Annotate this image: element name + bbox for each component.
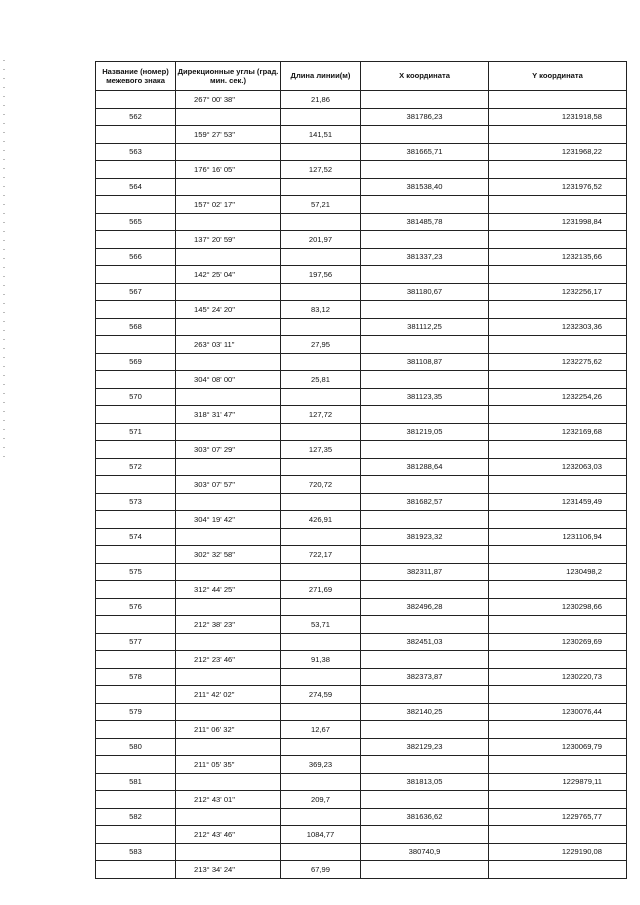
point-angle-cell <box>176 178 281 196</box>
segment-angle: 157° 02' 17" <box>176 196 281 214</box>
table-row-segment <box>96 196 627 214</box>
point-x: 381682,57 <box>361 493 489 511</box>
segment-y-cell <box>489 686 627 704</box>
point-angle-cell <box>176 528 281 546</box>
point-length-cell <box>281 808 361 826</box>
point-y: 1232169,68 <box>489 423 627 441</box>
segment-name-cell <box>96 686 176 704</box>
table-row-segment <box>96 686 627 704</box>
point-length-cell <box>281 143 361 161</box>
table-row-segment <box>96 511 627 529</box>
segment-name-cell <box>96 791 176 809</box>
table-row-point <box>96 353 627 371</box>
table-row-point <box>96 668 627 686</box>
segment-y-cell <box>489 266 627 284</box>
segment-y-cell <box>489 581 627 599</box>
point-y: 1230069,79 <box>489 738 627 756</box>
segment-x-cell <box>361 861 489 879</box>
point-y: 1231998,84 <box>489 213 627 231</box>
segment-y-cell <box>489 441 627 459</box>
segment-y-cell <box>489 616 627 634</box>
point-name: 572 <box>96 458 176 476</box>
table-row-segment <box>96 616 627 634</box>
segment-y-cell <box>489 721 627 739</box>
segment-name-cell <box>96 301 176 319</box>
point-angle-cell <box>176 283 281 301</box>
point-angle-cell <box>176 773 281 791</box>
segment-y-cell <box>489 126 627 144</box>
point-x: 381538,40 <box>361 178 489 196</box>
point-y: 1232063,03 <box>489 458 627 476</box>
segment-y-cell <box>489 371 627 389</box>
point-length-cell <box>281 493 361 511</box>
segment-x-cell <box>361 756 489 774</box>
point-y: 1231976,52 <box>489 178 627 196</box>
segment-angle: 303° 07' 57" <box>176 476 281 494</box>
segment-name-cell <box>96 336 176 354</box>
point-angle-cell <box>176 248 281 266</box>
segment-length: 369,23 <box>281 756 361 774</box>
segment-angle: 303° 07' 29" <box>176 441 281 459</box>
point-y: 1230498,2 <box>489 563 627 581</box>
table-row-point <box>96 283 627 301</box>
segment-y-cell <box>489 756 627 774</box>
point-angle-cell <box>176 318 281 336</box>
segment-length: 83,12 <box>281 301 361 319</box>
table-row-segment <box>96 231 627 249</box>
segment-y-cell <box>489 826 627 844</box>
point-angle-cell <box>176 213 281 231</box>
segment-angle: 159° 27' 53" <box>176 126 281 144</box>
segment-name-cell <box>96 756 176 774</box>
segment-angle: 213° 34' 24" <box>176 861 281 879</box>
table-row-segment <box>96 861 627 879</box>
segment-x-cell <box>361 406 489 424</box>
segment-angle: 145° 24' 20" <box>176 301 281 319</box>
point-x: 381665,71 <box>361 143 489 161</box>
point-name: 563 <box>96 143 176 161</box>
segment-length: 67,99 <box>281 861 361 879</box>
segment-x-cell <box>361 721 489 739</box>
table-row-point <box>96 738 627 756</box>
point-y: 1229765,77 <box>489 808 627 826</box>
point-angle-cell <box>176 108 281 126</box>
segment-x-cell <box>361 686 489 704</box>
segment-length: 271,69 <box>281 581 361 599</box>
point-length-cell <box>281 213 361 231</box>
segment-name-cell <box>96 371 176 389</box>
segment-x-cell <box>361 826 489 844</box>
point-y: 1230220,73 <box>489 668 627 686</box>
point-x: 381813,05 <box>361 773 489 791</box>
header-y: Y координата <box>489 62 627 91</box>
point-length-cell <box>281 353 361 371</box>
segment-x-cell <box>361 651 489 669</box>
point-y: 1232254,26 <box>489 388 627 406</box>
header-x: X координата <box>361 62 489 91</box>
segment-y-cell <box>489 476 627 494</box>
segment-y-cell <box>489 651 627 669</box>
point-angle-cell <box>176 668 281 686</box>
point-name: 579 <box>96 703 176 721</box>
point-name: 578 <box>96 668 176 686</box>
point-angle-cell <box>176 563 281 581</box>
point-name: 574 <box>96 528 176 546</box>
segment-angle: 212° 38' 23" <box>176 616 281 634</box>
table-row-point <box>96 248 627 266</box>
segment-length: 127,52 <box>281 161 361 179</box>
table-row-point <box>96 528 627 546</box>
point-y: 1232135,66 <box>489 248 627 266</box>
point-name: 565 <box>96 213 176 231</box>
segment-length: 722,17 <box>281 546 361 564</box>
segment-name-cell <box>96 826 176 844</box>
point-name: 576 <box>96 598 176 616</box>
point-angle-cell <box>176 353 281 371</box>
segment-x-cell <box>361 336 489 354</box>
point-angle-cell <box>176 598 281 616</box>
point-y: 1232275,62 <box>489 353 627 371</box>
segment-name-cell <box>96 546 176 564</box>
point-length-cell <box>281 843 361 861</box>
point-name: 564 <box>96 178 176 196</box>
segment-angle: 142° 25' 04" <box>176 266 281 284</box>
segment-x-cell <box>361 441 489 459</box>
segment-name-cell <box>96 721 176 739</box>
segment-length: 197,56 <box>281 266 361 284</box>
segment-angle: 212° 43' 46" <box>176 826 281 844</box>
header-name: Название (номер) межевого знака <box>96 62 176 91</box>
point-angle-cell <box>176 493 281 511</box>
segment-name-cell <box>96 406 176 424</box>
point-x: 381288,64 <box>361 458 489 476</box>
segment-x-cell <box>361 196 489 214</box>
point-length-cell <box>281 318 361 336</box>
point-length-cell <box>281 108 361 126</box>
segment-angle: 263° 03' 11" <box>176 336 281 354</box>
point-name: 566 <box>96 248 176 266</box>
point-length-cell <box>281 458 361 476</box>
segment-length: 91,38 <box>281 651 361 669</box>
segment-length: 127,72 <box>281 406 361 424</box>
segment-y-cell <box>489 301 627 319</box>
table-row-point <box>96 143 627 161</box>
point-name: 571 <box>96 423 176 441</box>
point-angle-cell <box>176 633 281 651</box>
point-angle-cell <box>176 423 281 441</box>
segment-name-cell <box>96 161 176 179</box>
segment-length: 141,51 <box>281 126 361 144</box>
segment-name-cell <box>96 126 176 144</box>
point-length-cell <box>281 563 361 581</box>
segment-length: 274,59 <box>281 686 361 704</box>
segment-name-cell <box>96 581 176 599</box>
point-length-cell <box>281 388 361 406</box>
point-length-cell <box>281 178 361 196</box>
segment-y-cell <box>489 196 627 214</box>
point-x: 381180,67 <box>361 283 489 301</box>
table-row-segment <box>96 826 627 844</box>
segment-x-cell <box>361 301 489 319</box>
point-name: 562 <box>96 108 176 126</box>
segment-name-cell <box>96 441 176 459</box>
point-name: 583 <box>96 843 176 861</box>
segment-length: 720,72 <box>281 476 361 494</box>
segment-name-cell <box>96 196 176 214</box>
point-name: 577 <box>96 633 176 651</box>
point-angle-cell <box>176 808 281 826</box>
segment-name-cell <box>96 91 176 109</box>
table-row-segment <box>96 756 627 774</box>
segment-length: 209,7 <box>281 791 361 809</box>
point-y: 1230076,44 <box>489 703 627 721</box>
segment-angle: 212° 43' 01" <box>176 791 281 809</box>
segment-angle: 137° 20' 59" <box>176 231 281 249</box>
point-length-cell <box>281 773 361 791</box>
point-y: 1230298,66 <box>489 598 627 616</box>
point-x: 381123,35 <box>361 388 489 406</box>
segment-y-cell <box>489 791 627 809</box>
point-angle-cell <box>176 458 281 476</box>
point-y: 1232256,17 <box>489 283 627 301</box>
table-row-point <box>96 703 627 721</box>
segment-angle: 211° 06' 32" <box>176 721 281 739</box>
point-x: 381112,25 <box>361 318 489 336</box>
point-y: 1231918,58 <box>489 108 627 126</box>
segment-x-cell <box>361 546 489 564</box>
segment-angle: 318° 31' 47" <box>176 406 281 424</box>
point-length-cell <box>281 738 361 756</box>
segment-angle: 302° 32' 58" <box>176 546 281 564</box>
segment-length: 27,95 <box>281 336 361 354</box>
point-y: 1229190,08 <box>489 843 627 861</box>
point-x: 382129,23 <box>361 738 489 756</box>
point-name: 568 <box>96 318 176 336</box>
segment-y-cell <box>489 861 627 879</box>
point-name: 573 <box>96 493 176 511</box>
segment-x-cell <box>361 616 489 634</box>
table-row-point <box>96 388 627 406</box>
segment-length: 12,67 <box>281 721 361 739</box>
segment-name-cell <box>96 231 176 249</box>
point-x: 381219,05 <box>361 423 489 441</box>
segment-angle: 312° 44' 25" <box>176 581 281 599</box>
table-row-point <box>96 843 627 861</box>
table-row-segment <box>96 266 627 284</box>
header-angles: Дирекционные углы (град. мин. сек.) <box>176 62 281 91</box>
header-length: Длина линии(м) <box>281 62 361 91</box>
table-row-segment <box>96 301 627 319</box>
table-row-point <box>96 563 627 581</box>
segment-angle: 304° 08' 00" <box>176 371 281 389</box>
segment-x-cell <box>361 91 489 109</box>
point-x: 381636,62 <box>361 808 489 826</box>
point-x: 381108,87 <box>361 353 489 371</box>
point-x: 380740,9 <box>361 843 489 861</box>
segment-length: 1084,77 <box>281 826 361 844</box>
point-x: 381923,32 <box>361 528 489 546</box>
segment-y-cell <box>489 511 627 529</box>
segment-length: 53,71 <box>281 616 361 634</box>
point-name: 567 <box>96 283 176 301</box>
point-length-cell <box>281 528 361 546</box>
point-x: 382451,03 <box>361 633 489 651</box>
segment-angle: 212° 23' 46" <box>176 651 281 669</box>
segment-y-cell <box>489 406 627 424</box>
segment-angle: 211° 42' 02" <box>176 686 281 704</box>
table-row-point <box>96 598 627 616</box>
table-row-point <box>96 808 627 826</box>
segment-name-cell <box>96 861 176 879</box>
segment-length: 25,81 <box>281 371 361 389</box>
point-length-cell <box>281 423 361 441</box>
table-body <box>96 91 627 879</box>
table-row-segment <box>96 791 627 809</box>
point-x: 382140,25 <box>361 703 489 721</box>
segment-length: 201,97 <box>281 231 361 249</box>
segment-x-cell <box>361 511 489 529</box>
segment-y-cell <box>489 546 627 564</box>
segment-y-cell <box>489 336 627 354</box>
segment-x-cell <box>361 126 489 144</box>
segment-length: 57,21 <box>281 196 361 214</box>
segment-length: 426,91 <box>281 511 361 529</box>
point-x: 382496,28 <box>361 598 489 616</box>
segment-x-cell <box>361 231 489 249</box>
segment-angle: 176° 16' 05" <box>176 161 281 179</box>
table-row-point <box>96 493 627 511</box>
segment-name-cell <box>96 511 176 529</box>
scan-margin-marks <box>3 60 5 460</box>
point-angle-cell <box>176 843 281 861</box>
segment-y-cell <box>489 91 627 109</box>
point-x: 381337,23 <box>361 248 489 266</box>
segment-x-cell <box>361 581 489 599</box>
segment-x-cell <box>361 476 489 494</box>
table-row-segment <box>96 546 627 564</box>
table-row-segment <box>96 91 627 109</box>
table-row-segment <box>96 581 627 599</box>
point-y: 1232303,36 <box>489 318 627 336</box>
point-x: 382311,87 <box>361 563 489 581</box>
segment-x-cell <box>361 371 489 389</box>
point-angle-cell <box>176 738 281 756</box>
table-row-point <box>96 773 627 791</box>
point-y: 1231106,94 <box>489 528 627 546</box>
point-angle-cell <box>176 703 281 721</box>
segment-name-cell <box>96 266 176 284</box>
segment-x-cell <box>361 161 489 179</box>
segment-length: 21,86 <box>281 91 361 109</box>
table-row-segment <box>96 371 627 389</box>
table-row-point <box>96 318 627 336</box>
point-length-cell <box>281 248 361 266</box>
point-name: 575 <box>96 563 176 581</box>
point-angle-cell <box>176 143 281 161</box>
segment-y-cell <box>489 231 627 249</box>
table-row-point <box>96 633 627 651</box>
table-row-segment <box>96 161 627 179</box>
segment-name-cell <box>96 476 176 494</box>
point-x: 381485,78 <box>361 213 489 231</box>
point-length-cell <box>281 598 361 616</box>
point-y: 1230269,69 <box>489 633 627 651</box>
table-row-segment <box>96 406 627 424</box>
segment-x-cell <box>361 266 489 284</box>
segment-name-cell <box>96 616 176 634</box>
table-row-segment <box>96 126 627 144</box>
point-length-cell <box>281 633 361 651</box>
point-name: 570 <box>96 388 176 406</box>
segment-angle: 267° 00' 38" <box>176 91 281 109</box>
table-row-point <box>96 458 627 476</box>
point-angle-cell <box>176 388 281 406</box>
table-row-point <box>96 108 627 126</box>
point-x: 382373,87 <box>361 668 489 686</box>
table-row-segment <box>96 651 627 669</box>
point-y: 1231968,22 <box>489 143 627 161</box>
point-x: 381786,23 <box>361 108 489 126</box>
table-row-segment <box>96 476 627 494</box>
point-name: 569 <box>96 353 176 371</box>
point-name: 581 <box>96 773 176 791</box>
segment-x-cell <box>361 791 489 809</box>
segment-name-cell <box>96 651 176 669</box>
point-name: 580 <box>96 738 176 756</box>
table-row-segment <box>96 721 627 739</box>
point-name: 582 <box>96 808 176 826</box>
point-length-cell <box>281 703 361 721</box>
point-y: 1229879,11 <box>489 773 627 791</box>
point-y: 1231459,49 <box>489 493 627 511</box>
table-row-point <box>96 178 627 196</box>
segment-y-cell <box>489 161 627 179</box>
table-row-point <box>96 213 627 231</box>
segment-angle: 211° 05' 35" <box>176 756 281 774</box>
table-row-segment <box>96 441 627 459</box>
segment-angle: 304° 19' 42" <box>176 511 281 529</box>
segment-length: 127,35 <box>281 441 361 459</box>
table-row-segment <box>96 336 627 354</box>
point-length-cell <box>281 283 361 301</box>
coordinates-table <box>95 61 627 879</box>
point-length-cell <box>281 668 361 686</box>
table-header-row <box>96 62 627 91</box>
table-row-point <box>96 423 627 441</box>
